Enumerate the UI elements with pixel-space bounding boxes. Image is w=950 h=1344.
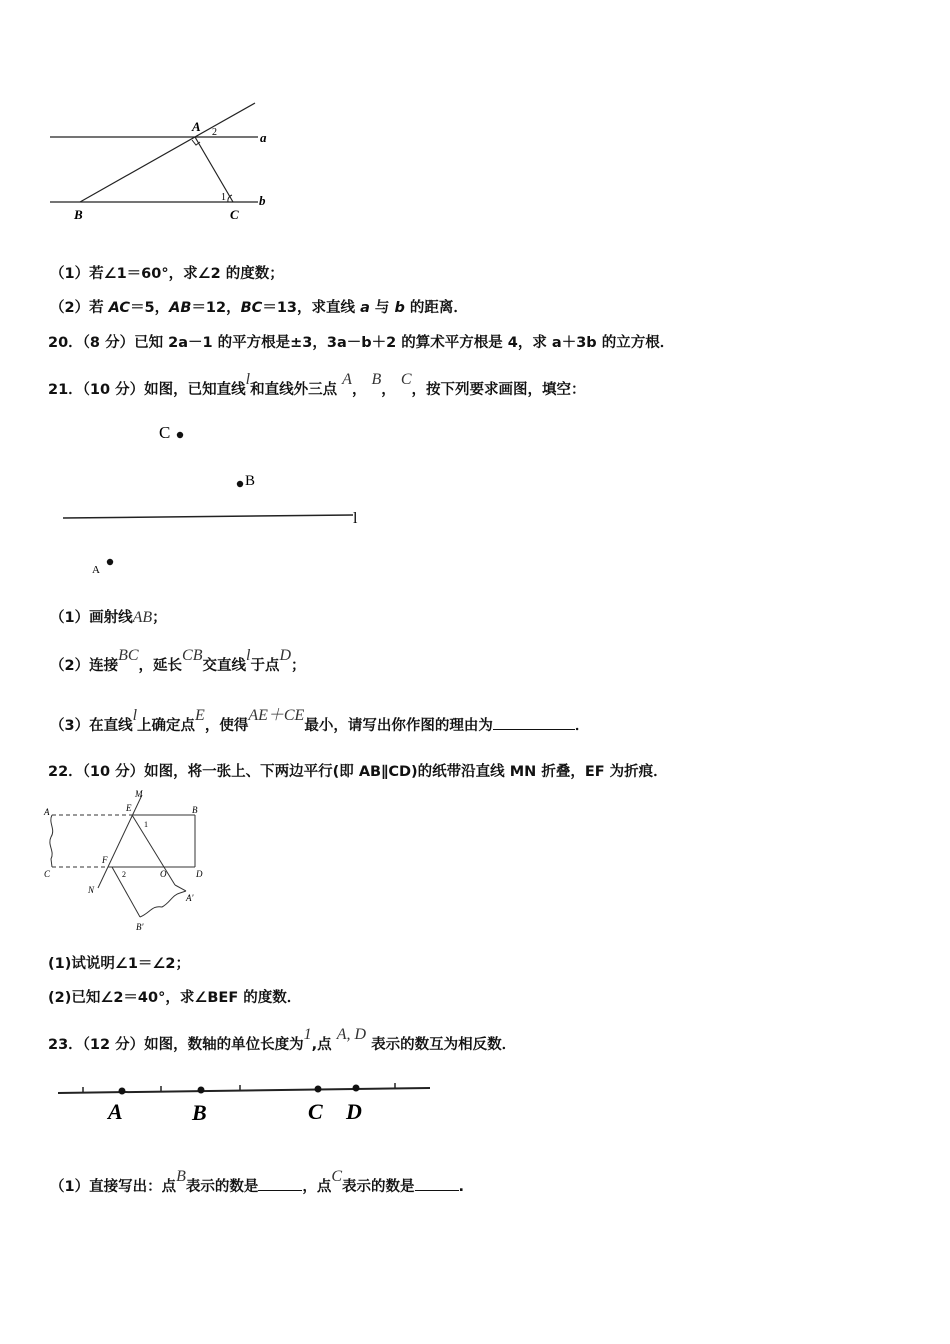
axis-label-D: D: [346, 1099, 362, 1124]
point-A-dot: [119, 1088, 126, 1095]
q23-p1-mid2: ，点: [302, 1179, 332, 1195]
q19-p2-m2: ＝12，: [191, 300, 241, 316]
fig22-E: E: [126, 803, 132, 813]
fig19-label-A: A: [192, 119, 201, 134]
fig22-2: 2: [122, 870, 126, 879]
q21-s2-l: l: [246, 647, 251, 664]
q21-s2-pre: （2）连接: [50, 658, 119, 674]
q22-part2: (2)已知∠2＝40°，求∠BEF 的度数．: [48, 990, 302, 1006]
segment-BA-extended: [80, 103, 255, 202]
q21-A: A: [342, 371, 352, 388]
fig19-label-b: b: [259, 193, 266, 208]
line-MN: [98, 795, 142, 888]
fig19-label-a: a: [260, 130, 267, 145]
figure-folded-strip: [40, 785, 220, 935]
q21-sep1: ，: [351, 382, 367, 398]
axis-label-C: C: [308, 1099, 323, 1124]
axis-label-A: A: [108, 1099, 123, 1124]
q23-t2: 点: [317, 1037, 332, 1053]
q23-p1-pre: （1）直接写出：点: [50, 1179, 177, 1195]
q21-s2-d: D: [279, 647, 292, 664]
point-C: [177, 432, 183, 438]
fig21-label-B: B: [245, 473, 256, 489]
point-A: [107, 559, 113, 565]
fig22-F: F: [102, 855, 108, 865]
q21-s2-mid2: 交直线: [202, 658, 246, 674]
q21-s2-cb: CB: [182, 647, 203, 664]
q19-part1: （1）若∠1＝60°，求∠2 的度数；: [50, 266, 284, 282]
point-C-dot: [315, 1086, 322, 1093]
q21-s1-ab: AB: [132, 609, 153, 626]
axis-label-B: B: [192, 1100, 207, 1125]
q21-t1: 21．（10 分）如图，已知直线: [48, 382, 246, 398]
q20-text: 20．（8 分）已知 2a－1 的平方根是±3，3a－b＋2 的算术平方根是 4，求 a＋3b 的立方根．: [48, 335, 675, 351]
fig22-B: B: [192, 805, 198, 815]
q22-part1: (1)试说明∠1＝∠2；: [48, 956, 191, 972]
fig19-label-1: 1: [221, 192, 226, 203]
q23-sep: ,: [311, 1037, 318, 1053]
q21-s3-mid: 上确定点: [137, 718, 196, 734]
fig21-label-A: A: [92, 564, 100, 576]
fig19-label-2: 2: [212, 127, 217, 138]
q21-s3-end: ．: [574, 718, 590, 734]
q23-stem: [48, 1026, 517, 1054]
q21-s2-bc: BC: [118, 647, 139, 664]
segment-AC: [195, 137, 233, 202]
fold-right: [175, 885, 186, 891]
q21-sep2: ，: [381, 382, 396, 398]
q19-b: b: [394, 300, 405, 316]
q21-step1: [50, 606, 167, 627]
point-B-dot: [198, 1087, 205, 1094]
fig21-label-C: C: [159, 423, 171, 442]
q21-s1-end: ；: [152, 610, 167, 626]
q19-a: a: [360, 300, 370, 316]
q19-part2: [50, 296, 468, 317]
q19-ac: AC: [108, 300, 131, 316]
q23-blank-b[interactable]: [258, 1190, 302, 1191]
q21-stem: [48, 371, 586, 399]
q21-step3: [50, 707, 590, 735]
fig22-B1: B': [136, 922, 144, 932]
q19-bc: BC: [240, 300, 263, 316]
fig22-O: O: [160, 869, 167, 879]
q22-stem: 22．（10 分）如图，将一张上、下两边平行(即 AB∥CD)的纸带沿直线 MN 折叠，EF 为折痕．: [48, 764, 668, 780]
figure-points-and-line: [55, 415, 375, 585]
q21-C: C: [400, 371, 412, 388]
q21-s3-pre: （3）在直线: [50, 718, 133, 734]
figure-parallel-lines-triangle: [40, 95, 280, 225]
q21-s3-mid2: ，使得: [204, 718, 249, 734]
q23-p1-mid3: 表示的数是: [342, 1179, 415, 1195]
fig21-label-l: l: [353, 510, 358, 527]
q23-p1-mid: 表示的数是: [185, 1179, 259, 1195]
q21-s2-mid3: 于点: [250, 658, 280, 674]
point-D-dot: [353, 1085, 360, 1092]
point-B: [237, 481, 243, 487]
fig19-label-B: B: [74, 207, 83, 222]
q23-p1-end: .: [458, 1179, 465, 1195]
folded-bottom-wavy: [140, 891, 186, 917]
q19-p2-m3: ＝13，求直线: [262, 300, 361, 316]
q23-t1: 23．（12 分）如图，数轴的单位长度为: [48, 1037, 304, 1053]
q21-s2-mid: ，延长: [138, 658, 183, 674]
fig22-D: D: [196, 869, 203, 879]
fig22-A1: A': [186, 893, 194, 903]
q19-p2-prefix: （2）若: [50, 300, 109, 316]
q21-s1-pre: （1）画射线: [50, 610, 133, 626]
fig22-A: A: [44, 807, 50, 817]
q21-t3: ，按下列要求画图，填空：: [411, 382, 586, 398]
strip-left-wavy-edge: [50, 815, 53, 867]
q21-B: B: [371, 371, 382, 388]
q23-blank-c[interactable]: [415, 1190, 459, 1191]
q21-l: l: [245, 371, 251, 388]
fig22-C: C: [44, 869, 51, 879]
q23-p1-b: B: [176, 1168, 186, 1185]
fold-EO: [132, 815, 175, 885]
q19-p2-end: 的距离．: [404, 300, 468, 316]
q21-answer-blank[interactable]: [493, 729, 575, 730]
q23-part1: [50, 1168, 465, 1196]
q21-s3-l: l: [132, 707, 138, 724]
q21-s3-expr: AE＋CE: [248, 707, 305, 724]
fig19-label-C: C: [230, 207, 239, 222]
q21-step2: [50, 647, 306, 675]
line-l: [63, 515, 353, 518]
q23-t3: 表示的数互为相反数．: [371, 1037, 517, 1053]
q19-ab: AB: [169, 300, 192, 316]
number-axis: [58, 1088, 430, 1093]
q19-p2-m1: ＝5，: [130, 300, 170, 316]
figure-number-line: [50, 1075, 440, 1130]
q21-t2: 和直线外三点: [250, 382, 338, 398]
fig22-N: N: [88, 885, 95, 895]
fig22-M: M: [135, 789, 143, 799]
q23-p1-c: C: [331, 1168, 343, 1185]
q21-s2-end: ；: [291, 658, 306, 674]
q23-ad: A, D: [336, 1026, 367, 1043]
q19-p2-m4: 与: [369, 300, 395, 316]
fig22-1: 1: [144, 820, 148, 829]
q21-s3-e: E: [195, 707, 205, 724]
fold-FB1: [112, 867, 140, 917]
q21-s3-mid3: 最小，请写出你作图的理由为: [304, 718, 493, 734]
q23-one: 1: [303, 1026, 312, 1043]
